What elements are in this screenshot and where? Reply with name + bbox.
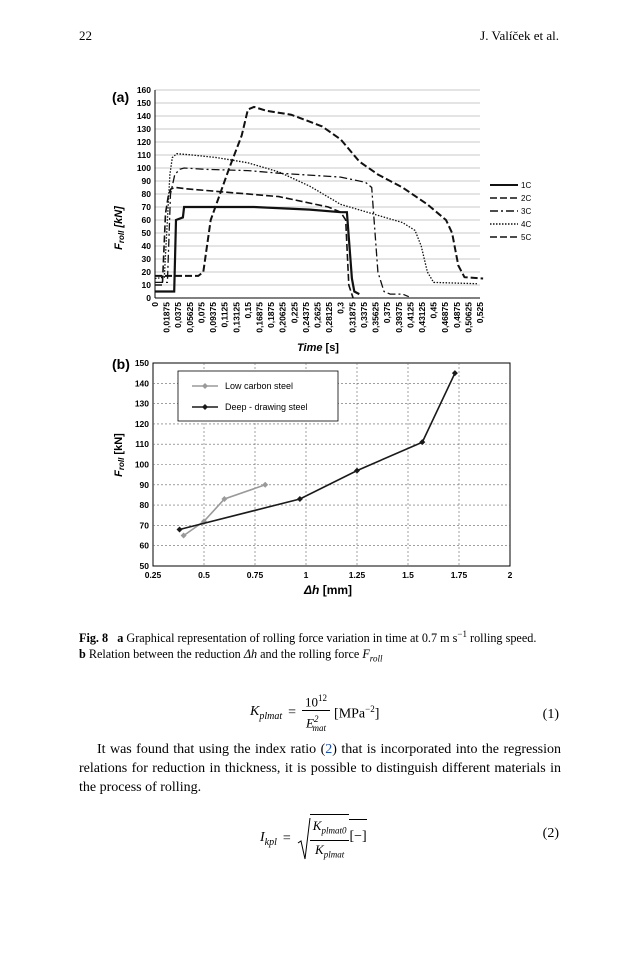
eq2-num-sub: plmat0	[321, 825, 347, 836]
chart-b-x-tick: 0.75	[246, 570, 264, 580]
chart-a-y-tick: 160	[136, 85, 151, 95]
chart-b-y-tick: 70	[139, 520, 149, 531]
chart-a-legend-label: 3C	[521, 207, 532, 216]
panel-label-b: (b)	[112, 356, 130, 372]
chart-a-x-tick: 0,13125	[231, 302, 242, 333]
chart-a-y-tick: 70	[141, 202, 151, 212]
chart-a-series-5C	[155, 107, 483, 279]
caption-fig-label: Fig. 8	[79, 631, 109, 646]
chart-a-x-tick: 0,46875	[440, 302, 451, 333]
eq1-unit: [MPa	[334, 706, 366, 722]
eq2-lhs-sub: kpl	[264, 836, 277, 848]
chart-a-x-tick: 0,45	[428, 302, 439, 319]
equation-reference-link[interactable]: 2	[325, 742, 333, 757]
chart-a-y-tick: 10	[141, 280, 151, 290]
chart-a-x-tick: 0,09375	[208, 302, 219, 333]
chart-a-y-tick: 110	[137, 150, 151, 160]
chart-a-y-tick: 140	[136, 111, 151, 121]
chart-a-x-tick: 0,24375	[300, 302, 311, 333]
chart-a-x-tick: 0,50625	[463, 302, 474, 333]
eq1-unit-sup: −2	[365, 703, 375, 714]
eq1-den: E	[306, 715, 314, 731]
chart-b-y-tick: 90	[139, 479, 149, 490]
sqrt-sign	[297, 817, 311, 861]
chart-a-x-axis-label: Time [s]	[297, 342, 339, 354]
chart-a-y-tick: 60	[141, 215, 151, 225]
figure-caption	[79, 626, 561, 667]
chart-a-x-tick: 0,31875	[347, 302, 358, 333]
eq1-num-sup: 12	[318, 693, 328, 703]
equation-2-number: (2)	[542, 826, 559, 841]
chart-a-y-tick: 120	[136, 137, 151, 147]
chart-a-x-tick: 0,28125	[324, 302, 335, 333]
chart-b-legend-box	[178, 371, 338, 421]
chart-a-rolling-force-vs-time	[0, 80, 638, 358]
chart-a-y-tick: 20	[141, 267, 151, 277]
eq2-den-sub: plmat	[323, 849, 345, 860]
running-head-authors: J. Valíček et al.	[480, 28, 559, 43]
eq2-num: K	[312, 818, 322, 833]
chart-a-legend-label: 2C	[521, 194, 532, 203]
chart-b-y-axis-label: Froll [kN]	[113, 433, 126, 477]
chart-a-x-tick: 0,35625	[370, 302, 381, 333]
chart-b-data-point	[419, 439, 425, 445]
chart-a-y-tick: 50	[141, 228, 151, 238]
para-after-ref: ) that is incorporated into the regression relations for reduction in thickness, it is possible to distinguish different materials in the process of rolling.	[79, 742, 561, 795]
eq2-den: K	[315, 841, 324, 857]
chart-b-data-point	[177, 526, 183, 532]
panel-label-a: (a)	[112, 89, 130, 105]
caption-b-force-sub: roll	[369, 653, 383, 664]
chart-b-y-tick: 110	[135, 439, 149, 450]
chart-a-x-tick: 0,20625	[277, 302, 288, 333]
eq1-lhs: K	[250, 704, 260, 720]
caption-a-tail: rolling speed.	[466, 631, 537, 646]
caption-a-label: a	[117, 631, 124, 646]
chart-a-x-tick: 0,4875	[451, 302, 462, 328]
chart-b-x-tick: 1	[303, 570, 309, 580]
chart-a-series-4C	[155, 154, 477, 284]
chart-a-x-tick: 0,15	[242, 302, 253, 319]
eq1-lhs-sub: plmat	[259, 711, 283, 723]
caption-b-mid: and the rolling force	[257, 647, 363, 662]
chart-b-legend-label: Low carbon steel	[225, 381, 294, 391]
chart-b-x-tick: 0.5	[198, 570, 210, 580]
equation-1: $K_{plmat}$ = $10^{12}$ $E^2_{mat}$ [MPa$^{-2}$]	[250, 690, 379, 736]
chart-a-x-tick: 0,525	[475, 302, 485, 324]
chart-a-x-tick: 0,16875	[254, 302, 265, 333]
para-before-ref: It was found that using the index ratio (	[97, 742, 326, 757]
chart-a-legend-label: 1C	[521, 181, 532, 190]
chart-a-x-tick: 0,39375	[393, 302, 404, 333]
equation-1-number: (1)	[542, 707, 559, 722]
body-paragraph	[79, 740, 561, 797]
chart-a-x-tick: 0,3	[335, 302, 346, 314]
chart-b-x-axis-label: Δh [mm]	[303, 583, 353, 597]
chart-a-series-3C	[155, 168, 409, 297]
equation-2: $I_{kpl}$ = $K_{plmat0}$ $K_{plmat}$ [−]	[260, 814, 367, 863]
chart-a-legend-label: 5C	[521, 233, 532, 242]
chart-b-x-tick: 2	[507, 570, 513, 580]
chart-a-x-tick: 0,4125	[405, 302, 416, 328]
chart-a-y-tick: 0	[146, 293, 151, 303]
chart-b-y-tick: 80	[139, 500, 149, 511]
eq1-unit-close: ]	[374, 706, 380, 722]
chart-a-legend-label: 4C	[521, 220, 532, 229]
caption-b-label: b	[79, 647, 86, 662]
caption-b-var: Δh	[243, 647, 258, 662]
eq2-lhs: I	[260, 829, 265, 845]
chart-b-data-point	[452, 370, 458, 376]
chart-a-y-tick: 100	[136, 163, 151, 173]
chart-a-x-tick: 0,01875	[161, 302, 172, 333]
chart-a-x-tick: 0,1875	[266, 302, 277, 328]
chart-a-y-tick: 80	[141, 189, 151, 199]
chart-a-x-tick: 0,075	[196, 302, 207, 324]
chart-b-y-tick: 50	[139, 561, 149, 571]
chart-b-y-tick: 140	[134, 378, 149, 389]
chart-b-data-point	[297, 496, 303, 502]
chart-a-x-tick: 0,43125	[416, 302, 427, 333]
chart-a-x-tick: 0	[150, 302, 160, 307]
chart-a-y-tick: 30	[141, 254, 151, 264]
chart-a-x-tick: 0,0375	[173, 302, 184, 328]
chart-a-y-tick: 90	[141, 176, 151, 186]
chart-a-y-tick: 130	[136, 124, 151, 134]
chart-b-y-tick: 120	[134, 418, 149, 429]
chart-b-x-tick: 0.25	[144, 570, 162, 580]
chart-b-y-tick: 130	[134, 398, 149, 409]
chart-a-y-axis-label: Froll [kN]	[113, 206, 126, 250]
chart-a-x-tick: 0,3375	[358, 302, 369, 328]
chart-b-x-tick: 1.5	[402, 570, 414, 580]
eq1-num: 10	[305, 694, 319, 710]
caption-a-sup: −1	[457, 629, 467, 639]
eq1-den-sup: 2	[314, 714, 319, 725]
chart-b-data-point	[354, 468, 360, 474]
caption-a-text: Graphical representation of rolling force variation in time at 0.7 m s	[126, 631, 458, 646]
chart-a-y-tick: 150	[136, 98, 151, 108]
chart-b-x-tick: 1.25	[348, 570, 366, 580]
caption-b-force: F	[362, 647, 370, 662]
chart-a-x-tick: 0,2625	[312, 302, 323, 328]
chart-a-x-tick: 0,225	[289, 302, 300, 324]
chart-b-y-tick: 60	[139, 540, 149, 551]
chart-a-x-tick: 0,375	[382, 302, 393, 324]
chart-b-legend-label: Deep - drawing steel	[225, 402, 308, 412]
chart-b-x-tick: 1.75	[450, 570, 468, 580]
chart-a-y-tick: 40	[141, 241, 151, 251]
chart-a-series-2C	[155, 188, 353, 299]
chart-b-data-point	[262, 482, 268, 488]
chart-b-y-tick: 150	[134, 358, 149, 368]
chart-b-y-tick: 100	[134, 459, 149, 470]
chart-a-x-tick: 0,05625	[184, 302, 195, 333]
eq2-unit: [−]	[349, 819, 366, 845]
chart-b-rolling-force-vs-reduction	[0, 355, 638, 600]
caption-b-text: Relation between the reduction	[88, 647, 244, 662]
eq1-den-sub: mat	[312, 723, 326, 734]
page-number: 22	[79, 28, 92, 43]
chart-a-x-tick: 0,1125	[219, 302, 230, 328]
